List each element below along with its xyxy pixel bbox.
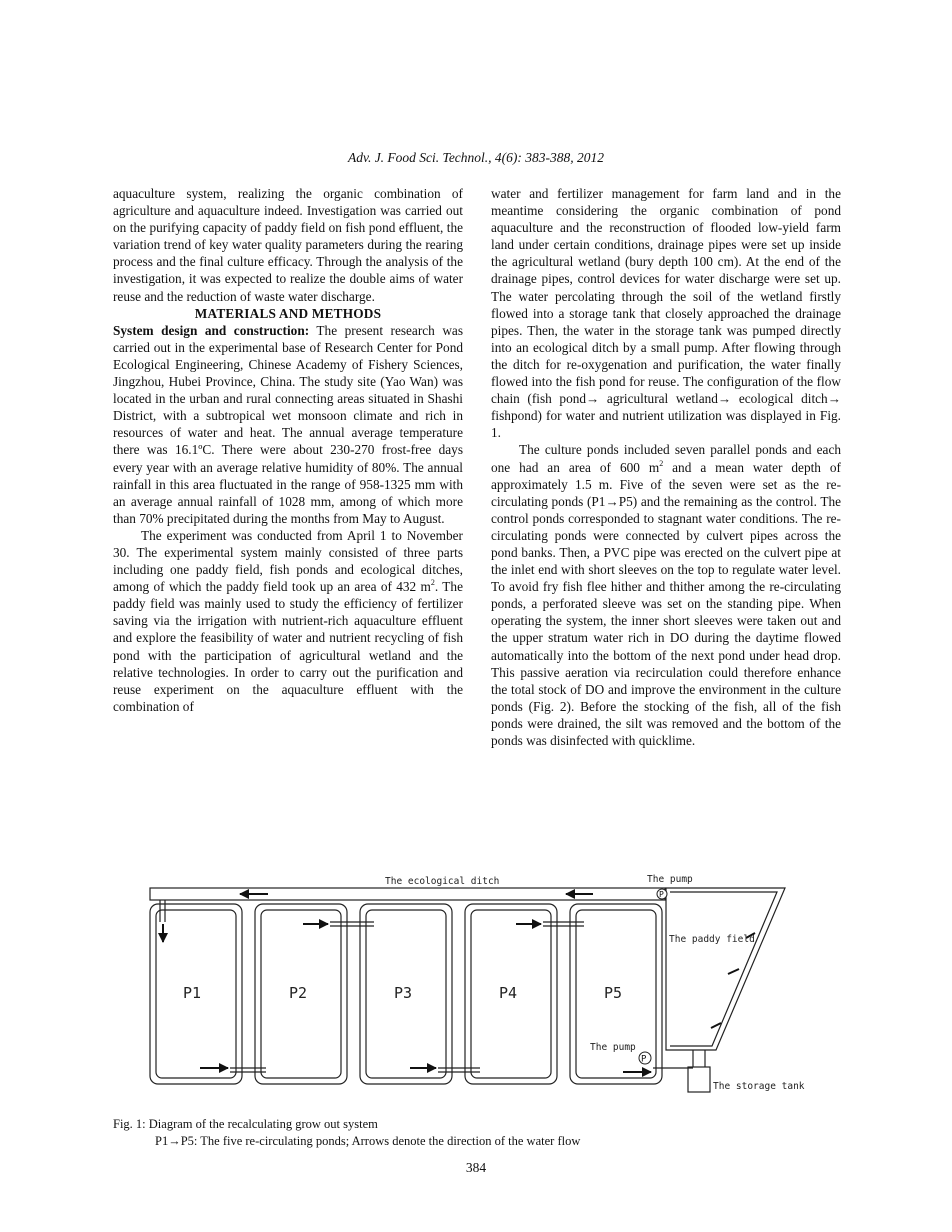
pump-symbol: P [659,890,664,899]
figure-caption [113,1116,580,1150]
pump-symbol: P [641,1054,647,1065]
superscript: 2 [659,458,664,468]
pump-label: The pump [590,1042,636,1053]
subsection-heading: System design and construction: [113,322,310,338]
paragraph-text: The culture ponds included seven parallel ponds and each one had an area of 600 m [491,442,841,475]
superscript: 2 [430,578,435,588]
paddy-field-label: The paddy field [669,934,755,945]
right-column [491,185,841,749]
caption-line: Fig. 1: Diagram of the recalculating grow out system [113,1117,378,1131]
paragraph [113,322,463,527]
paddy-field [666,888,785,1050]
page-number: 384 [465,1160,487,1175]
paragraph-text: and a mean water depth of approximately 1.5 m. Five of the seven were set as the re-circulating ponds (P1→P5) and the remaining as the control. The control ponds corresponded to stagnant water conditions. The re-circulating ponds were connected by culvert pipes across the pond banks. Then, a PVC pipe was erected on the culvert pipe at the inlet end with short sleeves on the top to regulate water level. To avoid fry fish flee hither and thither among the re-circulating ponds, a perforated sleeve was set on the standing pipe. When operating the system, the inner short sleeves were taken out and the upper stratum water rich in DO during the daytime flowed automatically into the bottom of the next pond under head drop. This passive aeration via recirculation could therefore enhance the total stock of DO and improve the environment in the culture ponds (Fig. 2). Before the stocking of the fish, all of the fish ponds were drained, the silt was removed and the bottom of the ponds was disinfected with quicklime. [491,459,841,748]
pond-label: P1 [183,984,202,1002]
pond-label: P3 [394,984,413,1002]
ditch-label: The ecological ditch [385,876,500,887]
pond-label: P2 [289,984,308,1002]
paragraph-text: The experiment was conducted from April 1 to November 30. The experimental system mainly consisted of three parts including one paddy field, fish ponds and ecological ditches, among of which the paddy field took up an area of 432 m [113,527,463,595]
flow-marker [728,969,739,974]
caption-line: P1→P5: The five re-circulating ponds; Arrows denote the direction of the water flow [155,1134,581,1148]
figure-system-diagram [148,872,813,1102]
storage-tank [688,1067,710,1092]
running-header: Adv. J. Food Sci. Technol., 4(6): 383-388, 2012 [347,150,605,165]
paragraph [491,441,841,749]
pond-label: P4 [499,984,518,1002]
pond-label: P5 [604,984,623,1002]
section-heading: MATERIALS AND METHODS [194,305,382,321]
pump-label: The pump [647,874,693,885]
left-column [113,185,463,715]
diagram-svg [148,872,813,1102]
storage-tank-label: The storage tank [713,1081,805,1092]
paragraph-text: The present research was carried out in the experimental base of Research Center for Pond Ecological Engineering, Chinese Academy of Fishery Sciences, Jingzhou, Hubei Province, China. The study site (Yao Wan) was located in the urban and rural connecting areas situated in Shashi District, with a subtropical wet monsoon climate and rich in resources of water and heat. The annual average temperature there was 16.1ºC. There were about 230-270 frost-free days every year with an average relative humidity of 80%. The annual rainfall in this area fluctuated in the range of 958-1325 mm with an average annual rainfall of 1028 mm, among of which more than 70% precipitated during the months from May to August. [113,322,463,526]
paragraph-text: . The paddy field was mainly used to study the efficiency of fertilizer saving via the irrigation with nutrient-rich aquaculture effluent and explore the feasibility of water and nutrient recycling of fish pond with the participation of agricultural wetland and the relative technologies. In order to carry out the purification and reuse experiment on the aquaculture effluent with the combination of [113,579,463,714]
paragraph [113,527,463,715]
paragraph: aquaculture system, realizing the organic combination of agriculture and aquaculture indeed. Investigation was carried out on the purifying capacity of paddy field on fish pond effluent, the variation trend of key water quality parameters during the rearing process and the final culture efficacy. Through the analysis of the investigation, it was expected to realize the double aims of water reuse and the reduction of waste water discharge. [113,186,463,304]
paragraph: water and fertilizer management for farm land and in the meantime considering the organic combination of pond aquaculture and the reconstruction of flooded low-yield farm land under certain conditions, drainage pipes were set up inside the agricultural wetland (bury depth 100 cm). At the end of the drainage pipes, control devices for water discharge were set up. The water percolating through the soil of the wetland firstly flowed into a storage tank that closely approached the drainage pipes. Then, the water in the storage tank was pumped directly into an ecological ditch by a small pump. After flowing through the ditch for re-oxygenation and purification, the water finally flowed into the fish pond for reuse. The configuration of the flow chain (fish pond→ agricultural wetland→ ecological ditch→ fishpond) for water and nutrient utilization was displayed in Fig. 1. [491,186,841,441]
